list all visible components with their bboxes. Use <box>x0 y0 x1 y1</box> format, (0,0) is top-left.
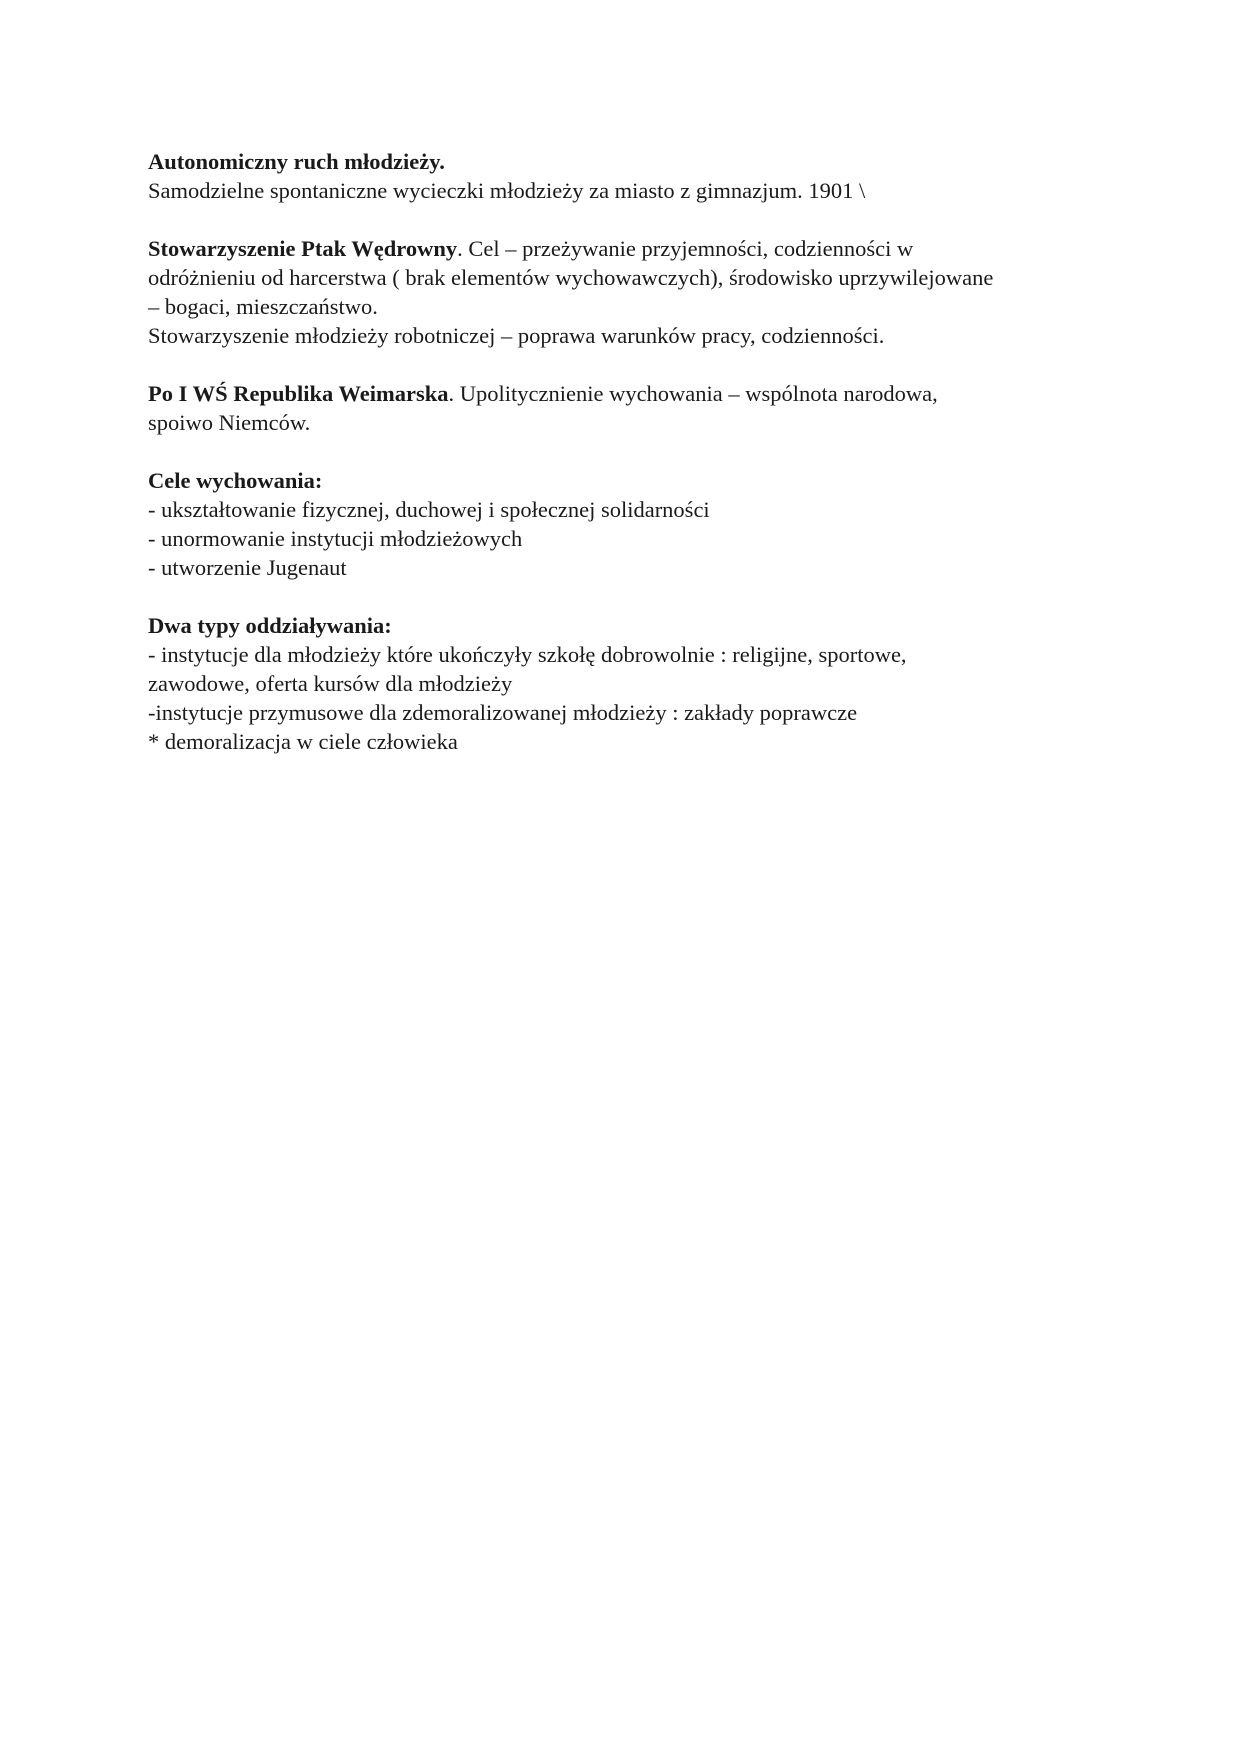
list-item-continuation: zawodowe, oferta kursów dla młodzieży <box>148 671 513 696</box>
list-item: - unormowanie instytucji młodzieżowych <box>148 526 523 551</box>
section-heading-influence-types <box>148 611 1108 640</box>
paragraph-line: odróżnieniu od harcerstwa ( brak elementów wychowawczych), środowisko uprzywilejowane <box>148 265 994 290</box>
paragraph-spacer <box>148 205 1108 234</box>
list-item: -instytucje przymusowe dla zdemoralizowanej młodzieży : zakłady poprawcze <box>148 700 858 725</box>
heading-text: Dwa typy oddziaływania: <box>148 613 392 638</box>
paragraph-line: spoiwo Niemców. <box>148 410 311 435</box>
bold-lead-weimar: Po I WŚ Republika Weimarska <box>148 381 449 406</box>
list-item: - instytucje dla młodzieży które ukończyły szkołę dobrowolnie : religijne, sportowe, <box>148 642 907 667</box>
note-line: * demoralizacja w ciele człowieka <box>148 729 458 754</box>
paragraph-text: . Upolitycznienie wychowania – wspólnota narodowa, <box>448 381 938 406</box>
paragraph-spacer <box>148 437 1108 466</box>
list-item: - ukształtowanie fizycznej, duchowej i społecznej solidarności <box>148 497 710 522</box>
heading-text: Autonomiczny ruch młodzieży. <box>148 149 445 174</box>
paragraph-spacer <box>148 582 1108 611</box>
paragraph-spacer <box>148 350 1108 379</box>
document-body <box>148 147 1108 756</box>
section-heading-autonomous-youth <box>148 147 1108 176</box>
paragraph-line: – bogaci, mieszczaństwo. <box>148 294 378 319</box>
bold-lead-ptak-wedrowny: Stowarzyszenie Ptak Wędrowny <box>148 236 458 261</box>
paragraph-line <box>148 379 1108 408</box>
paragraph-text: . Cel – przeżywanie przyjemności, codzienności w <box>457 236 914 261</box>
paragraph-line: Samodzielne spontaniczne wycieczki młodzieży za miasto z gimnazjum. 1901 \ <box>148 178 866 203</box>
section-heading-goals <box>148 466 1108 495</box>
list-item: - utworzenie Jugenaut <box>148 555 347 580</box>
heading-text: Cele wychowania: <box>148 468 323 493</box>
paragraph-line: Stowarzyszenie młodzieży robotniczej – poprawa warunków pracy, codzienności. <box>148 323 885 348</box>
paragraph-line <box>148 234 1108 263</box>
